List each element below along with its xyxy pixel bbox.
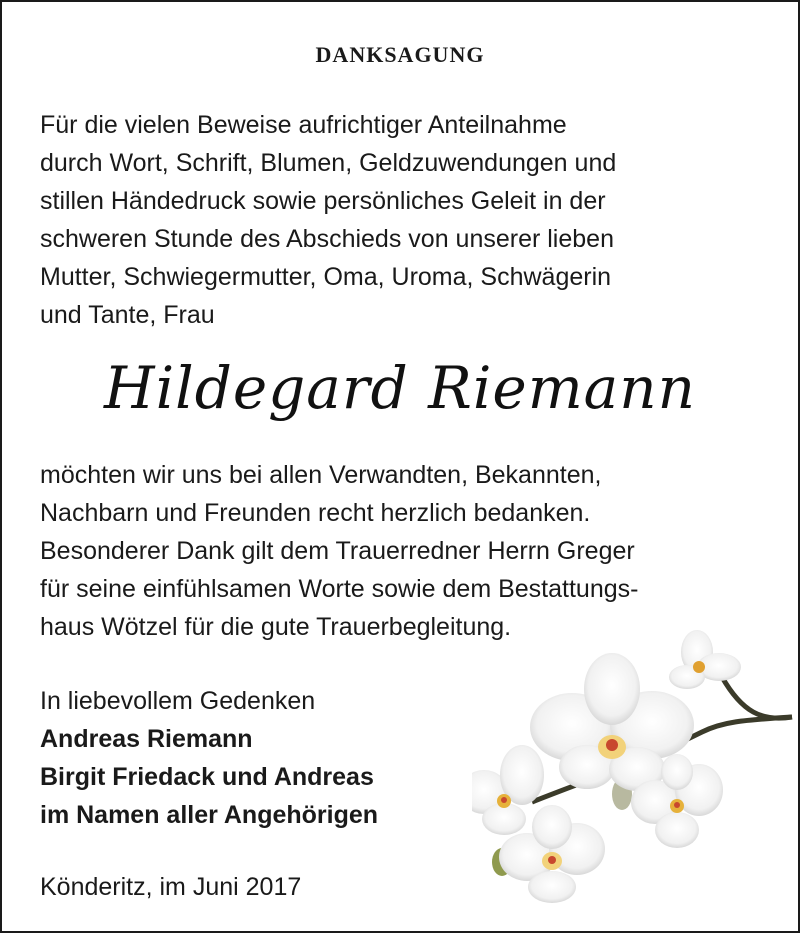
- thanks-line: haus Wötzel für die gute Trauerbegleitung.: [40, 613, 512, 641]
- signatory: Birgit Friedack und Andreas: [40, 763, 374, 791]
- thanks-line: Besonderer Dank gilt dem Trauerredner Herrn Greger: [40, 537, 635, 565]
- notice-heading: DANKSAGUNG: [315, 42, 485, 67]
- intro-line: stillen Händedruck sowie persönliches Geleit in der: [40, 187, 606, 215]
- signatory: Andreas Riemann: [40, 725, 253, 753]
- intro-line: durch Wort, Schrift, Blumen, Geldzuwendungen und: [40, 149, 617, 177]
- white-orchid-image: [472, 622, 800, 912]
- intro-line: Mutter, Schwiegermutter, Oma, Uroma, Schwägerin: [40, 263, 612, 291]
- intro-line: und Tante, Frau: [40, 301, 215, 329]
- intro-paragraph: [40, 106, 770, 334]
- place-date: Könderitz, im Juni 2017: [40, 873, 302, 901]
- intro-line: Für die vielen Beweise aufrichtiger Anteilnahme: [40, 111, 567, 139]
- intro-line: schweren Stunde des Abschieds von unserer lieben: [40, 225, 614, 253]
- thanks-line: für seine einfühlsamen Worte sowie dem Bestattungs-: [40, 575, 639, 603]
- thanks-paragraph: [40, 456, 770, 646]
- closing-phrase: In liebevollem Gedenken: [40, 687, 316, 715]
- closing-block: [40, 682, 378, 834]
- signatory: im Namen aller Angehörigen: [40, 801, 379, 829]
- thanks-line: Nachbarn und Freunden recht herzlich bedanken.: [40, 499, 591, 527]
- thanks-line: möchten wir uns bei allen Verwandten, Bekannten,: [40, 461, 602, 489]
- deceased-name: Hildegard Riemann: [104, 354, 696, 422]
